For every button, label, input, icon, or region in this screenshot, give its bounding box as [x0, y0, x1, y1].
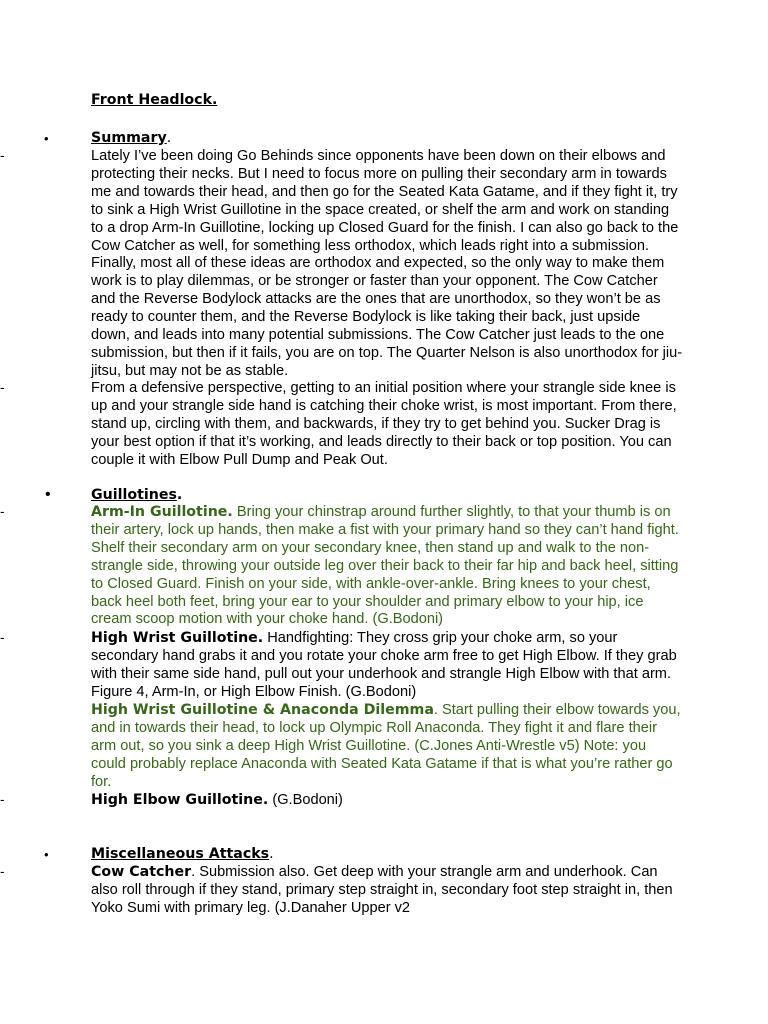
- page-title: Front Headlock.: [91, 92, 218, 108]
- summary-dash-2: -: [0, 379, 5, 395]
- high-wrist-guillotine-dash: -: [0, 629, 5, 645]
- high-elbow-guillotine-entry: [91, 792, 683, 810]
- guillotines-heading-punct: .: [176, 487, 183, 503]
- cow-catcher-dash: -: [0, 863, 5, 879]
- summary-heading-text: Summary: [91, 130, 167, 146]
- high-wrist-guillotine-entry: [91, 630, 683, 702]
- summary-heading-punct: .: [166, 130, 172, 146]
- anaconda-dilemma-title: High Wrist Guillotine & Anaconda Dilemma: [91, 702, 434, 718]
- anaconda-dilemma-entry: [91, 702, 683, 792]
- high-wrist-guillotine-title: High Wrist Guillotine.: [91, 630, 264, 646]
- arm-in-guillotine-title: Arm-In Guillotine.: [91, 504, 233, 520]
- summary-heading: [91, 130, 171, 148]
- arm-in-guillotine-text: Bring your chinstrap around further slightly, to that your thumb is on their artery, lock up hands, then make a fist with your primary hand so they can’t hand fight. Shelf their secondary arm on your secondary knee, then stand up and walk to the non-strangle side, throwing your outside leg over their back to their far hip and back heel, sitting to Closed Guard. Finish on your side, with ankle-over-ankle. Bring knees to your chest, back heel both feet, bring your ear to your shoulder and primary elbow to your hip, ice cream scoop motion with your choke hand. (G.Bodoni): [91, 504, 679, 628]
- arm-in-guillotine-dash: -: [0, 503, 5, 519]
- summary-bullet: •: [44, 131, 49, 146]
- misc-bullet: •: [44, 847, 49, 862]
- guillotines-heading-text: Guillotines: [91, 487, 177, 503]
- misc-heading-text: Miscellaneous Attacks: [91, 846, 270, 862]
- high-elbow-guillotine-text: (G.Bodoni): [268, 792, 343, 808]
- cow-catcher-entry: [91, 864, 683, 918]
- high-elbow-guillotine-dash: -: [0, 791, 5, 807]
- misc-heading-punct: .: [269, 846, 274, 862]
- summary-dash-1: -: [0, 147, 5, 163]
- summary-paragraph-2: From a defensive perspective, getting to an initial position where your strangle side knee is up and your strangle side hand is catching their choke wrist, is most important. From there, stand up, circling with them, and backwards, if they try to get behind you. Sucker Drag is your best option if that it’s working, and leads directly to their back or top position. You can couple it with Elbow Pull Dump and Peak Out.: [91, 380, 677, 468]
- cow-catcher-title: Cow Catcher: [91, 864, 192, 880]
- cow-catcher-text: . Submission also. Get deep with your strangle arm and underhook. Can also roll through if they stand, primary step straight in, secondary foot step straight in, then Yoko Sumi with primary leg. (J.Danaher Upper v2: [91, 864, 673, 916]
- misc-heading: [91, 846, 274, 864]
- guillotines-bullet: •: [45, 486, 51, 503]
- anaconda-dilemma-text: . Start pulling their elbow towards you, and in towards their head, to lock up Olympic Roll Anaconda. They fight it and flare their arm out, so you sink a deep High Wrist Guillotine. (C.Jones Anti-Wrestle v5) Note: you could probably replace Anaconda with Seated Kata Gatame if that is what you’re rather go for.: [91, 702, 681, 790]
- high-elbow-guillotine-title: High Elbow Guillotine.: [91, 792, 269, 808]
- summary-paragraph-1: Lately I’ve been doing Go Behinds since opponents have been down on their elbows and protecting their necks. But I need to focus more on pulling their secondary arm in towards me and towards their head, and then go for the Seated Kata Gatame, and if they fight it, try to sink a High Wrist Guillotine in the space created, or shelf the arm and work on standing to a drop Arm-In Guillotine, locking up Closed Guard for the finish. I can also go back to the Cow Catcher as well, for something less orthodox, which leads right into a submission. Finally, most all of these ideas are orthodox and expected, so the only way to make them work is to play dilemmas, or be stronger or faster than your opponent. The Cow Catcher and the Reverse Bodylock attacks are the ones that are unorthodox, so they won’t be as ready to counter them, and the Reverse Bodylock is like taking their back, just upside down, and leads into many potential submissions. The Cow Catcher just leads to the one submission, but then if it fails, you are on top. The Quarter Nelson is also unorthodox for jiu-jitsu, but may not be as stable.: [91, 148, 683, 379]
- guillotines-heading: [91, 487, 182, 505]
- arm-in-guillotine-entry: [91, 504, 683, 629]
- high-wrist-guillotine-text: Handfighting: They cross grip your choke arm, so your secondary hand grabs it and you rotate your choke arm free to get High Elbow. If they grab with their same side hand, pull out your underhook and strangle High Elbow with that arm. Figure 4, Arm-In, or High Elbow Finish. (G.Bodoni): [91, 630, 677, 700]
